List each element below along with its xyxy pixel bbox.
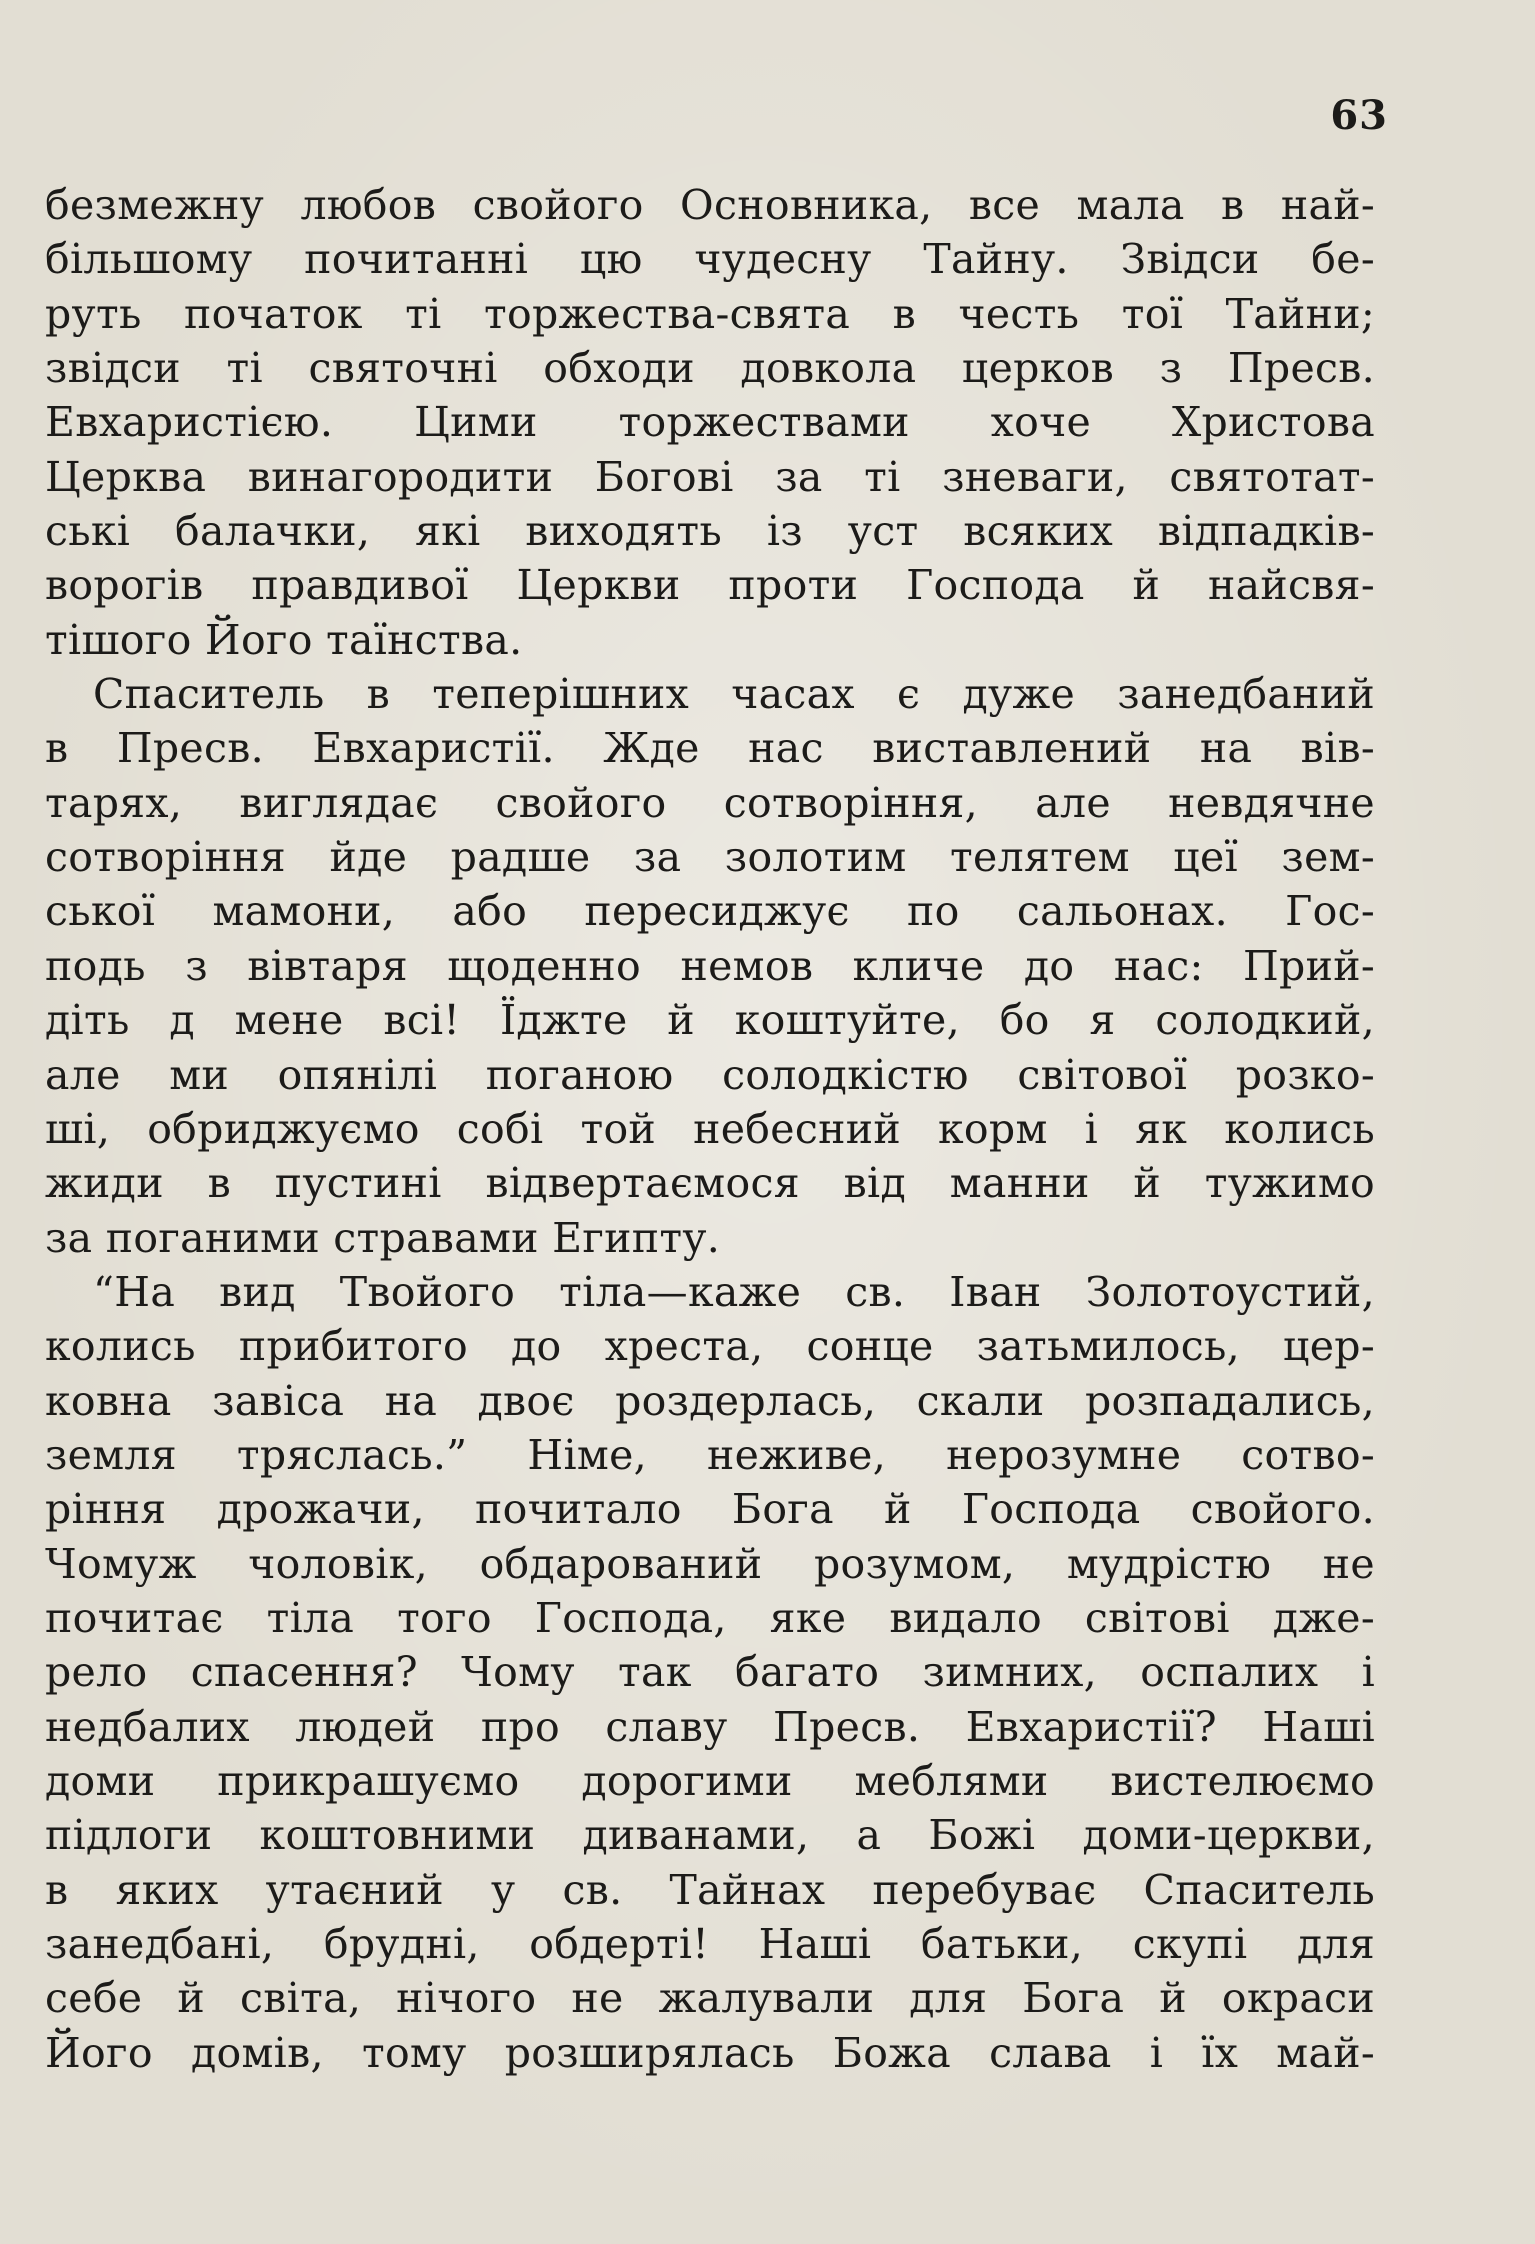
text-line: ські балачки, які виходять із уст всяких відпадків- [45, 507, 1375, 556]
text-line: колись прибитого до хреста, сонце затьмилось, цер- [45, 1322, 1375, 1371]
text-line: почитає тіла того Господа, яке видало світові дже- [45, 1593, 1375, 1642]
text-line: тарях, виглядає свойого сотворіння, але невдячне [45, 778, 1375, 827]
text-line: ської мамони, або пересиджує по сальонах. Гос- [45, 887, 1375, 936]
text-line: ші, обриджуємо собі той небесний корм і як колись [45, 1104, 1375, 1153]
page-number: 63 [1330, 92, 1388, 139]
text-line: недбалих людей про славу Пресв. Евхаристії? Наші [45, 1702, 1375, 1751]
text-line: Чомуж чоловік, обдарований розумом, мудрістю не [45, 1539, 1375, 1588]
text-line: тішого Його таїнства. [45, 615, 523, 664]
body-text [45, 178, 1375, 2080]
text-line: безмежну любов свойого Основника, все мала в най- [45, 181, 1375, 229]
text-line: подь з вівтаря щоденно немов кличе до нас: Прий- [45, 941, 1375, 990]
text-line: себе й світа, нічого не жалували для Бога й окраси [45, 1974, 1375, 2023]
text-line: рело спасення? Чому так багато зимних, оспалих і [45, 1648, 1375, 1697]
text-line: земля тряслась.” Німе, неживе, нерозумне сотво- [45, 1430, 1375, 1479]
text-line: більшому почитанні цю чудесну Тайну. Звідси бе- [45, 235, 1375, 284]
text-line: в Пресв. Евхаристії. Жде нас виставлений на вів- [45, 724, 1375, 773]
text-line: Його домів, тому розширялась Божа слава і їх май- [45, 2028, 1375, 2077]
text-line: ворогів правдивої Церкви проти Господа й найсвя- [45, 561, 1375, 610]
text-line: “На вид Твойого тіла—каже св. Іван Золотоустий, [93, 1267, 1375, 1316]
text-line: звідси ті святочні обходи довкола церков з Пресв. [45, 344, 1375, 393]
text-line: але ми опянілі поганою солодкістю світової розко- [45, 1050, 1375, 1099]
text-line: діть д мене всі! Їджте й коштуйте, бо я солодкий, [45, 996, 1375, 1045]
text-line: в яких утаєний у св. Тайнах перебуває Спаситель [45, 1865, 1375, 1914]
text-line: Церква винагородити Богові за ті зневаги, святотат- [45, 452, 1375, 501]
text-line: за поганими стравами Египту. [45, 1213, 721, 1262]
text-line: сотворіння йде радше за золотим телятем цеї зем- [45, 833, 1375, 882]
text-line: ковна завіса на двоє роздерлась, скали розпадались, [45, 1376, 1375, 1425]
text-line: доми прикрашуємо дорогими меблями вистелюємо [45, 1756, 1375, 1805]
text-line: Спаситель в теперішних часах є дуже занедбаний [93, 670, 1375, 719]
text-line: підлоги коштовними диванами, а Божі доми-церкви, [45, 1811, 1375, 1860]
text-line: Евхаристією. Цими торжествами хоче Христова [45, 398, 1375, 447]
text-line: занедбані, брудні, обдерті! Наші батьки, скупі для [45, 1920, 1375, 1968]
text-line: ріння дрожачи, почитало Бога й Господа свойого. [45, 1485, 1375, 1534]
text-line: руть початок ті торжества-свята в честь тої Тайни; [45, 289, 1375, 338]
text-line: жиди в пустині відвертаємося від манни й тужимо [45, 1159, 1375, 1208]
